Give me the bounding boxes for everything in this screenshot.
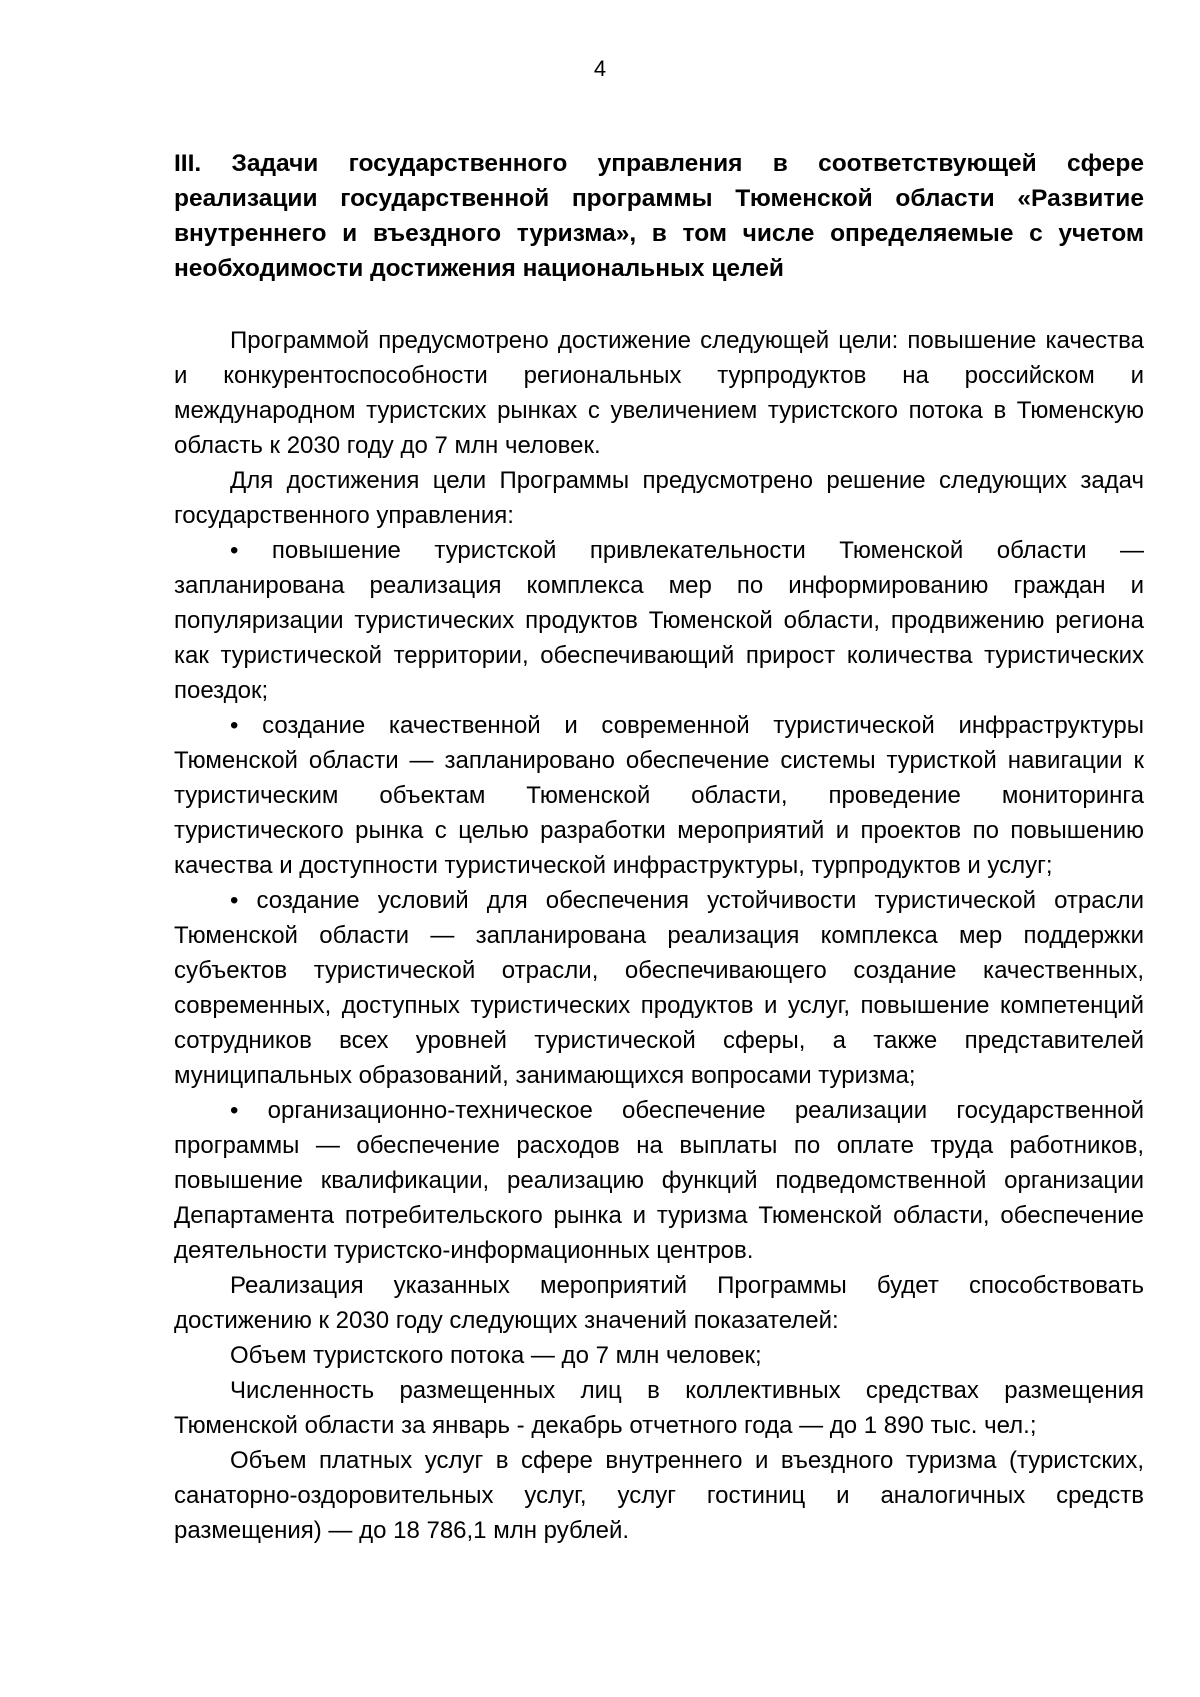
list-item-infrastructure: • создание качественной и современной туристической инфраструктуры Тюменской области — запланировано обеспечение системы туристкой навигации к туристическим объектам Тюменской области, проведение мониторинга туристического рынка с целью разработки мероприятий и проектов по повышению качества и доступности туристической инфраструктуры, турпродуктов и услуг; — [174, 712, 1144, 879]
document-body — [174, 323, 1144, 1548]
paragraph-goal: Программой предусмотрено достижение следующей цели: повышение качества и конкурентоспособности региональных турпродуктов на российском и международном туристских рынках с увеличением туристского потока в Тюменскую область к 2030 году до 7 млн человек. — [174, 327, 1144, 459]
paragraph-indicators-intro: Реализация указанных мероприятий Программы будет способствовать достижению к 2030 году следующих значений показателей: — [174, 1272, 1144, 1334]
page-number: 4 — [593, 56, 607, 81]
list-item-sustainability: • создание условий для обеспечения устойчивости туристической отрасли Тюменской области — запланирована реализация комплекса мер поддержки субъектов туристической отрасли, обеспечивающего создание качественных, современных, доступных туристических продуктов и услуг, повышение компетенций сотрудников всех уровней туристической сферы, а также представителей муниципальных образований, занимающихся вопросами туризма; — [174, 887, 1144, 1089]
list-item-organizational-support: • организационно-техническое обеспечение реализации государственной программы — обеспечение расходов на выплаты по оплате труда работников, повышение квалификации, реализацию функций подведомственной организации Департамента потребительского рынка и туризма Тюменской области, обеспечение деятельности туристско-информационных центров. — [174, 1097, 1144, 1264]
indicator-paid-services: Объем платных услуг в сфере внутреннего и въездного туризма (туристских, санаторно-оздоровительных услуг, услуг гостиниц и аналогичных средств размещения) — до 18 786,1 млн рублей. — [174, 1447, 1144, 1544]
list-item-attractiveness: • повышение туристской привлекательности Тюменской области — запланирована реализация комплекса мер по информированию граждан и популяризации туристических продуктов Тюменской области, продвижению региона как туристической территории, обеспечивающий прирост количества туристических поездок; — [174, 537, 1144, 704]
section-heading: III. Задачи государственного управления в соответствующей сфере реализации государственной программы Тюменской области «Развитие внутреннего и въездного туризма», в том числе определяемые с учетом необходимости достижения национальных целей — [174, 150, 1144, 282]
indicator-tourist-flow: Объем туристского потока — до 7 млн человек; — [230, 1342, 762, 1369]
paragraph-tasks-intro: Для достижения цели Программы предусмотрено решение следующих задач государственного управления: — [174, 467, 1144, 529]
indicator-accommodated-persons: Численность размещенных лиц в коллективных средствах размещения Тюменской области за январь - декабрь отчетного года — до 1 890 тыс. чел.; — [174, 1377, 1144, 1439]
